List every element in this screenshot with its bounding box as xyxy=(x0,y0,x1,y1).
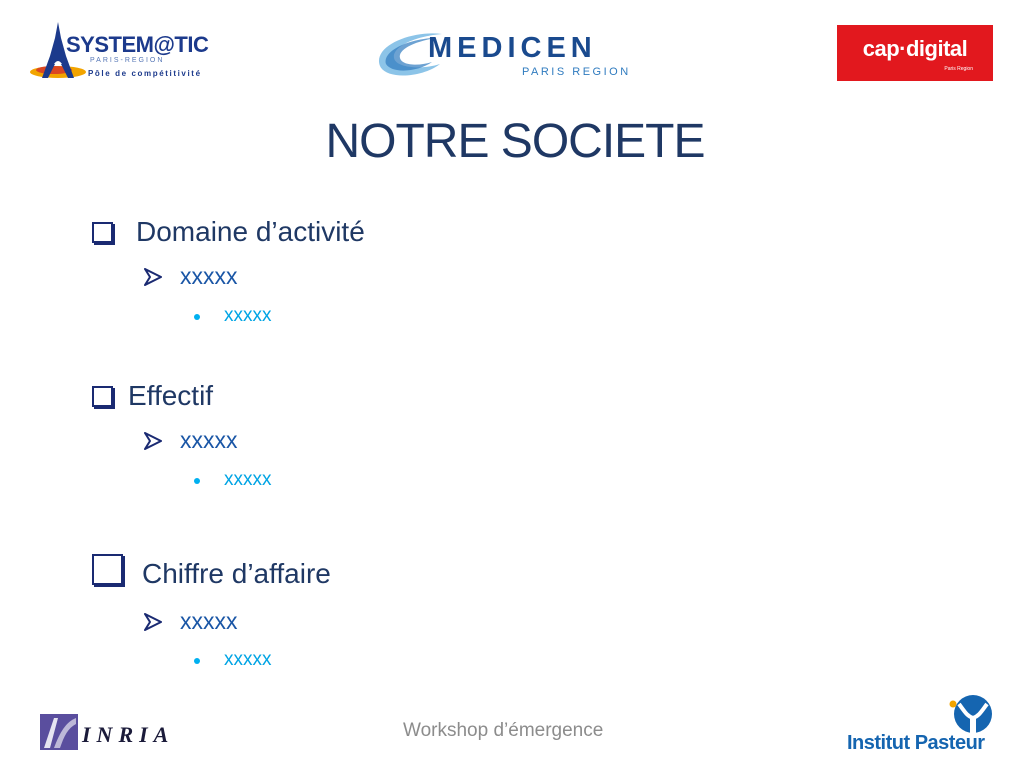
medicen-region: PARIS REGION xyxy=(522,66,631,78)
checkbox-bullet-icon xyxy=(92,386,113,407)
section-detail: xxxxx xyxy=(224,649,272,670)
section-subitem: xxxxx xyxy=(180,263,238,289)
institut-pasteur-logo xyxy=(845,694,1005,756)
systematic-region: PARIS-REGION xyxy=(90,57,165,64)
medicen-wordmark: MEDICEN xyxy=(428,32,597,64)
section-detail: xxxxx xyxy=(224,469,272,490)
slide-title: NOTRE SOCIETE xyxy=(325,115,705,168)
section-detail: xxxxx xyxy=(224,305,272,326)
arrow-bullet-icon xyxy=(144,613,162,631)
arrow-bullet-icon xyxy=(144,432,162,450)
capdigital-region: Paris Region xyxy=(944,66,973,72)
systematic-tagline: Pôle de compétitivité xyxy=(88,69,202,78)
checkbox-bullet-icon xyxy=(92,222,113,243)
dot-bullet-icon xyxy=(194,658,200,664)
capdigital-logo xyxy=(837,25,993,81)
arrow-bullet-icon xyxy=(144,268,162,286)
footer-text: Workshop d’émergence xyxy=(403,720,604,741)
systematic-wordmark: SYSTEM@TIC xyxy=(66,32,209,57)
inria-wordmark: INRIA xyxy=(82,722,175,747)
dot-bullet-icon xyxy=(194,478,200,484)
section-subitem: xxxxx xyxy=(180,608,238,634)
section-heading: Domaine d’activité xyxy=(136,216,365,247)
inria-emblem-icon xyxy=(38,712,80,752)
capdigital-wordmark: cap·digital xyxy=(862,36,968,61)
section-heading: Effectif xyxy=(128,380,214,411)
medicen-logo xyxy=(372,26,668,84)
section-heading: Chiffre d’affaire xyxy=(142,558,331,589)
systematic-logo xyxy=(28,20,228,84)
dot-bullet-icon xyxy=(194,314,200,320)
checkbox-bullet-icon xyxy=(92,554,123,585)
section-subitem: xxxxx xyxy=(180,427,238,453)
inria-logo xyxy=(38,710,188,754)
institut-pasteur-wordmark: Institut Pasteur xyxy=(847,732,985,754)
